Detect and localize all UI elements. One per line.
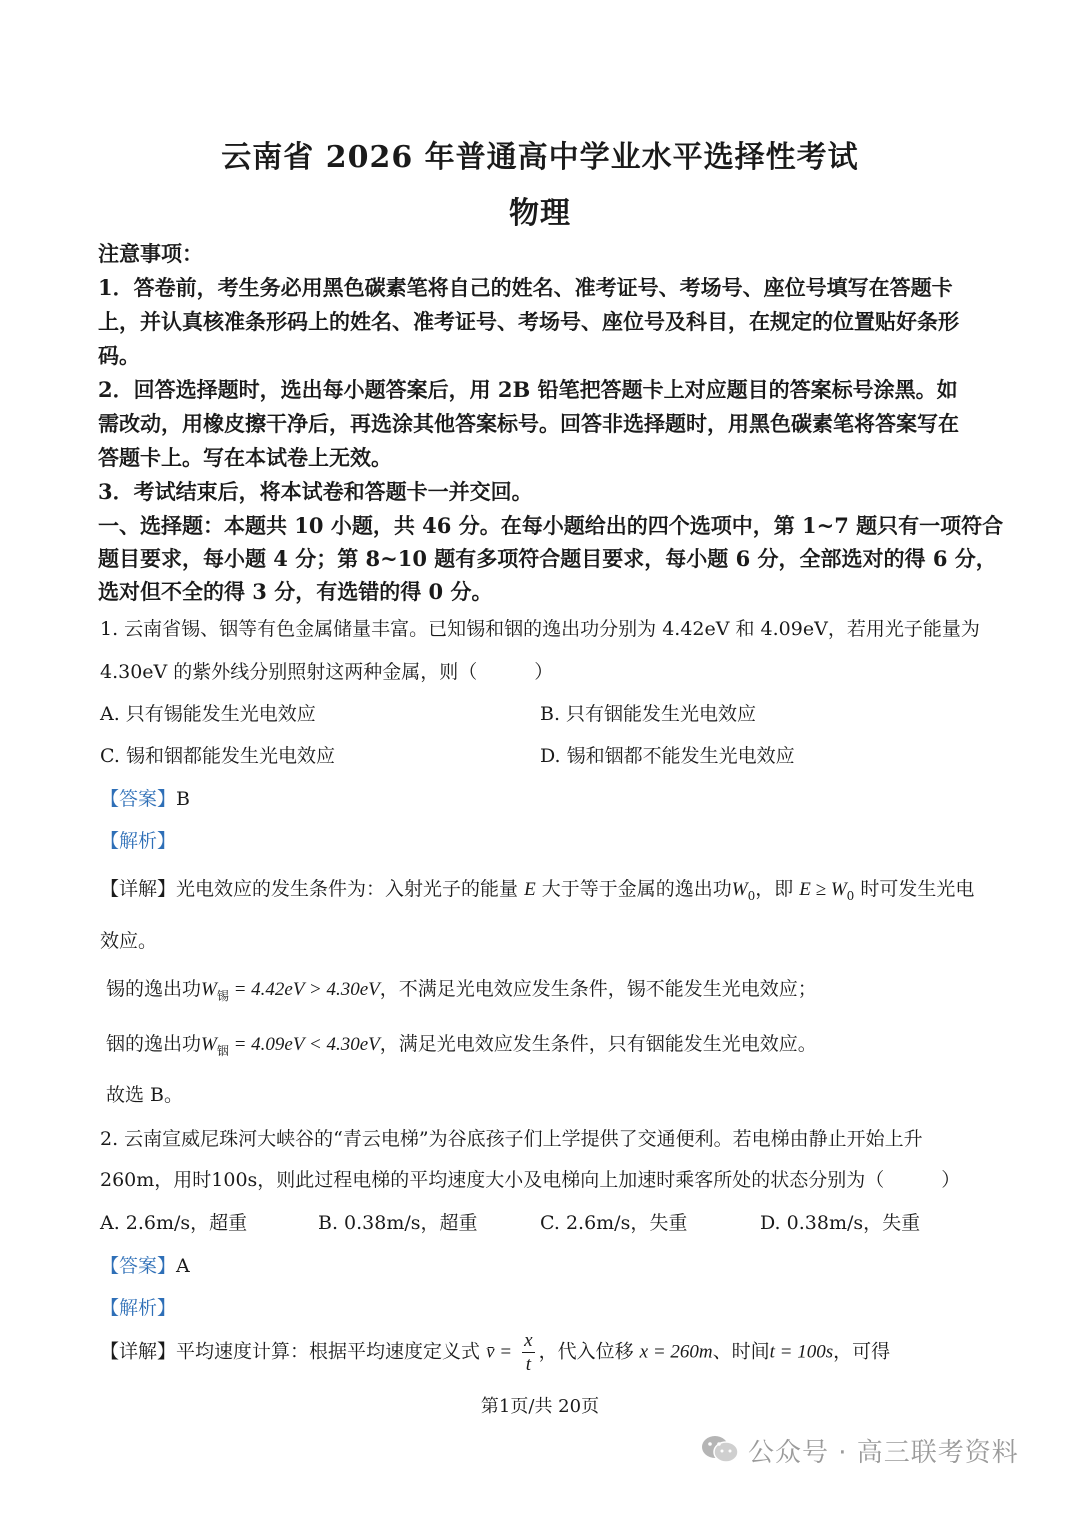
answer-value: A: [176, 1255, 190, 1277]
notice-item3: 3．考试结束后，将本试卷和答题卡一并交回。: [98, 479, 533, 504]
subject-title: 物理: [509, 196, 571, 231]
answer-tag: 【答案】: [100, 1255, 177, 1277]
subscript: 0: [846, 888, 855, 903]
indium-work-symbol: W: [201, 1034, 217, 1055]
time-expr: t = 100s: [769, 1341, 834, 1363]
q1-detail-line1: [100, 874, 974, 903]
q1-stem-line1: 1. 云南省锡、铟等有色金属储量丰富。已知锡和铟的逸出功分别为 4.42eV 和 4.09eV，若用光子能量为: [100, 618, 980, 640]
q1-detail-line2: 效应。: [100, 930, 158, 952]
notice-item1-line3: 码。: [98, 343, 140, 368]
section1-line3: 选对但不全的得 3 分，有选错的得 0 分。: [98, 579, 493, 604]
fraction: [522, 1331, 534, 1374]
subscript: 0: [747, 888, 756, 903]
notice-heading: 注意事项：: [98, 241, 203, 266]
notice-item1-line2: 上，并认真核准条形码上的姓名、准考证号、考场号、座位号及科目，在规定的位置贴好条形: [98, 309, 959, 334]
q1-option-a: A. 只有锡能发生光电效应: [100, 703, 316, 725]
q2-detail-line: [100, 1331, 890, 1374]
detail-text: ，可得: [833, 1340, 891, 1363]
work-function-symbol: W: [731, 879, 748, 900]
page-number: 第1页/共 20页: [480, 1396, 600, 1417]
detail-tag: 【详解】: [100, 878, 177, 900]
notice-item2-line3: 答题卡上。写在本试卷上无效。: [98, 445, 392, 470]
answer-value: B: [176, 788, 190, 810]
q2-stem-line2: 260m，用时100s，则此过程电梯的平均速度大小及电梯向上加速时乘客所处的状态分别为（ ）: [100, 1169, 961, 1191]
watermark-text: 公众号 · 高三联考资料: [748, 1438, 1019, 1468]
subscript: 铟: [216, 1043, 229, 1058]
section1-line2: 题目要求，每小题 4 分；第 8~10 题有多项符合题目要求，每小题 6 分，全部选对的得 6 分，: [98, 546, 997, 571]
condition-expr: E ≥ W: [799, 879, 847, 900]
q1-tin-line: [106, 974, 817, 1004]
q2-option-b: B. 0.38m/s，超重: [318, 1212, 478, 1234]
notice-item1-line1: 1．答卷前，考生务必用黑色碳素笔将自己的姓名、准考证号、考场号、座位号填写在答题卡: [98, 275, 953, 300]
notice-item2-line1: 2．回答选择题时，选出每小题答案后，用 2B 铅笔把答题卡上对应题目的答案标号涂黑。如: [98, 377, 958, 402]
wechat-icon: [700, 1434, 740, 1464]
section1-line1: 一、选择题：本题共 10 小题，共 46 分。在每小题给出的四个选项中，第 1~7 题只有一项符合: [98, 513, 1004, 538]
detail-tag: 【详解】: [100, 1340, 177, 1363]
indium-label: 铟的逸出功: [106, 1033, 202, 1055]
avg-velocity-symbol: v̄ =: [486, 1341, 513, 1363]
indium-conclusion: ，满足光电效应发生条件，只有铟能发生光电效应。: [379, 1033, 817, 1055]
detail-text: 光电效应的发生条件为：入射光子的能量: [176, 878, 519, 900]
tin-conclusion: ，不满足光电效应发生条件，锡不能发生光电效应；: [379, 978, 817, 1000]
q1-option-c: C. 锡和铟都能发生光电效应: [100, 745, 335, 767]
detail-text: 平均速度计算：根据平均速度定义式: [176, 1340, 481, 1363]
tin-work-symbol: W: [201, 979, 217, 1000]
q2-option-d: D. 0.38m/s，失重: [760, 1212, 921, 1234]
q2-option-c: C. 2.6m/s，失重: [540, 1212, 688, 1234]
detail-text: 、时间: [712, 1340, 770, 1363]
energy-symbol: E: [524, 879, 536, 900]
q1-stem-line2: 4.30eV 的紫外线分别照射这两种金属，则（ ）: [100, 661, 554, 683]
detail-text: ，即: [755, 878, 794, 900]
q1-option-d: D. 锡和铟都不能发生光电效应: [540, 745, 795, 767]
fraction-denominator: t: [525, 1354, 531, 1375]
q1-answer: [100, 784, 190, 811]
tin-label: 锡的逸出功: [106, 978, 202, 1000]
answer-tag: 【答案】: [100, 788, 177, 810]
q1-indium-line: [106, 1029, 817, 1059]
subscript: 锡: [216, 988, 229, 1003]
detail-text: 时可发生光电: [860, 878, 975, 900]
q1-conclusion: 故选 B。: [106, 1084, 184, 1106]
displacement-expr: x = 260m: [639, 1341, 713, 1363]
q1-analysis-tag: 【解析】: [100, 830, 177, 852]
indium-equation: = 4.09eV < 4.30eV: [228, 1034, 380, 1055]
q2-stem-line1: 2. 云南宣威尼珠河大峡谷的“青云电梯”为谷底孩子们上学提供了交通便利。若电梯由静止开始上升: [100, 1128, 923, 1150]
q2-answer: [100, 1251, 190, 1278]
fraction-numerator: x: [524, 1330, 533, 1351]
detail-text: 大于等于金属的逸出功: [541, 878, 732, 900]
notice-item2-line2: 需改动，用橡皮擦干净后，再选涂其他答案标号。回答非选择题时，用黑色碳素笔将答案写在: [98, 411, 959, 436]
q2-analysis-tag: 【解析】: [100, 1297, 177, 1319]
q1-option-b: B. 只有铟能发生光电效应: [540, 703, 757, 725]
detail-text: ，代入位移: [538, 1340, 634, 1363]
exam-title: 云南省 2026 年普通高中学业水平选择性考试: [221, 140, 859, 175]
q2-option-a: A. 2.6m/s，超重: [100, 1212, 248, 1234]
tin-equation: = 4.42eV > 4.30eV: [228, 979, 380, 1000]
